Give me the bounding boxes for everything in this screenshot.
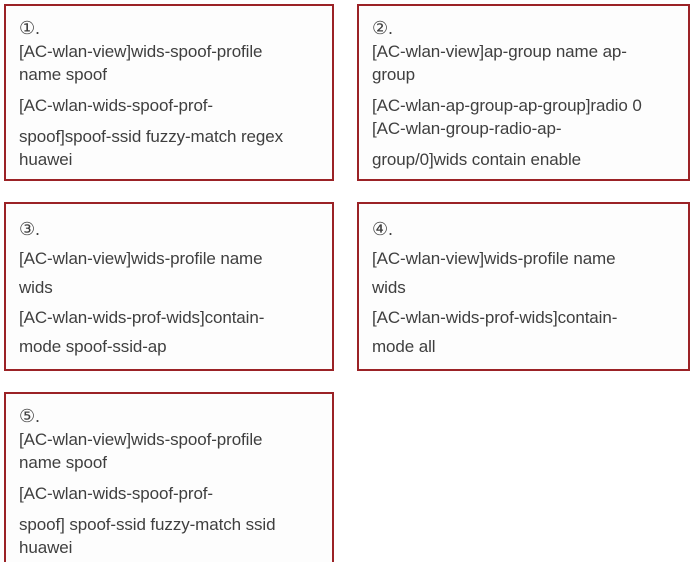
cli-line: [AC-wlan-view]wids-profile name	[19, 249, 263, 268]
cli-paragraph	[372, 303, 682, 361]
cli-line: [AC-wlan-group-radio-ap-	[372, 119, 562, 138]
config-option-box-4	[357, 202, 690, 371]
cli-line: [AC-wlan-wids-spoof-prof-	[19, 484, 213, 503]
cli-paragraph	[19, 40, 326, 86]
cli-line: [AC-wlan-view]wids-spoof-profile	[19, 42, 263, 61]
cli-line: wids	[372, 278, 406, 297]
cli-line: spoof]spoof-ssid fuzzy-match regex	[19, 127, 283, 146]
cli-line: name spoof	[19, 453, 107, 472]
cli-line: group/0]wids contain enable	[372, 150, 582, 169]
cli-line: group	[372, 65, 415, 84]
config-option-box-3	[4, 202, 334, 371]
cli-line: mode spoof-ssid-ap	[19, 337, 167, 356]
cli-paragraph	[19, 125, 326, 171]
option-5-number: ⑤.	[19, 406, 40, 426]
config-option-box-1	[4, 4, 334, 181]
cli-line: name spoof	[19, 65, 107, 84]
cli-line: mode all	[372, 337, 436, 356]
cli-line: huawei	[19, 150, 73, 169]
cli-line: [AC-wlan-wids-prof-wids]contain-	[19, 308, 265, 327]
cli-line: wids	[19, 278, 53, 297]
option-2-number: ②.	[372, 18, 393, 38]
cli-paragraph	[372, 40, 682, 86]
cli-paragraph	[19, 428, 326, 474]
cli-line: [AC-wlan-view]wids-profile name	[372, 249, 616, 268]
config-option-box-2	[357, 4, 690, 181]
option-3-number: ③.	[19, 219, 40, 239]
option-1-number: ①.	[19, 18, 40, 38]
option-4-number: ④.	[372, 219, 393, 239]
cli-paragraph	[19, 94, 326, 117]
cli-line: huawei	[19, 538, 73, 557]
cli-paragraph	[19, 482, 326, 505]
cli-paragraph	[372, 148, 682, 171]
cli-paragraph	[372, 94, 682, 140]
cli-line: [AC-wlan-view]wids-spoof-profile	[19, 430, 263, 449]
cli-paragraph	[19, 244, 326, 302]
cli-paragraph	[19, 303, 326, 361]
cli-paragraph	[19, 513, 326, 559]
config-option-box-5	[4, 392, 334, 562]
cli-line: [AC-wlan-view]ap-group name ap-	[372, 42, 627, 61]
cli-line: [AC-wlan-wids-prof-wids]contain-	[372, 308, 618, 327]
cli-line: [AC-wlan-ap-group-ap-group]radio 0	[372, 96, 642, 115]
cli-line: [AC-wlan-wids-spoof-prof-	[19, 96, 213, 115]
cli-line: spoof] spoof-ssid fuzzy-match ssid	[19, 515, 276, 534]
cli-paragraph	[372, 244, 682, 302]
